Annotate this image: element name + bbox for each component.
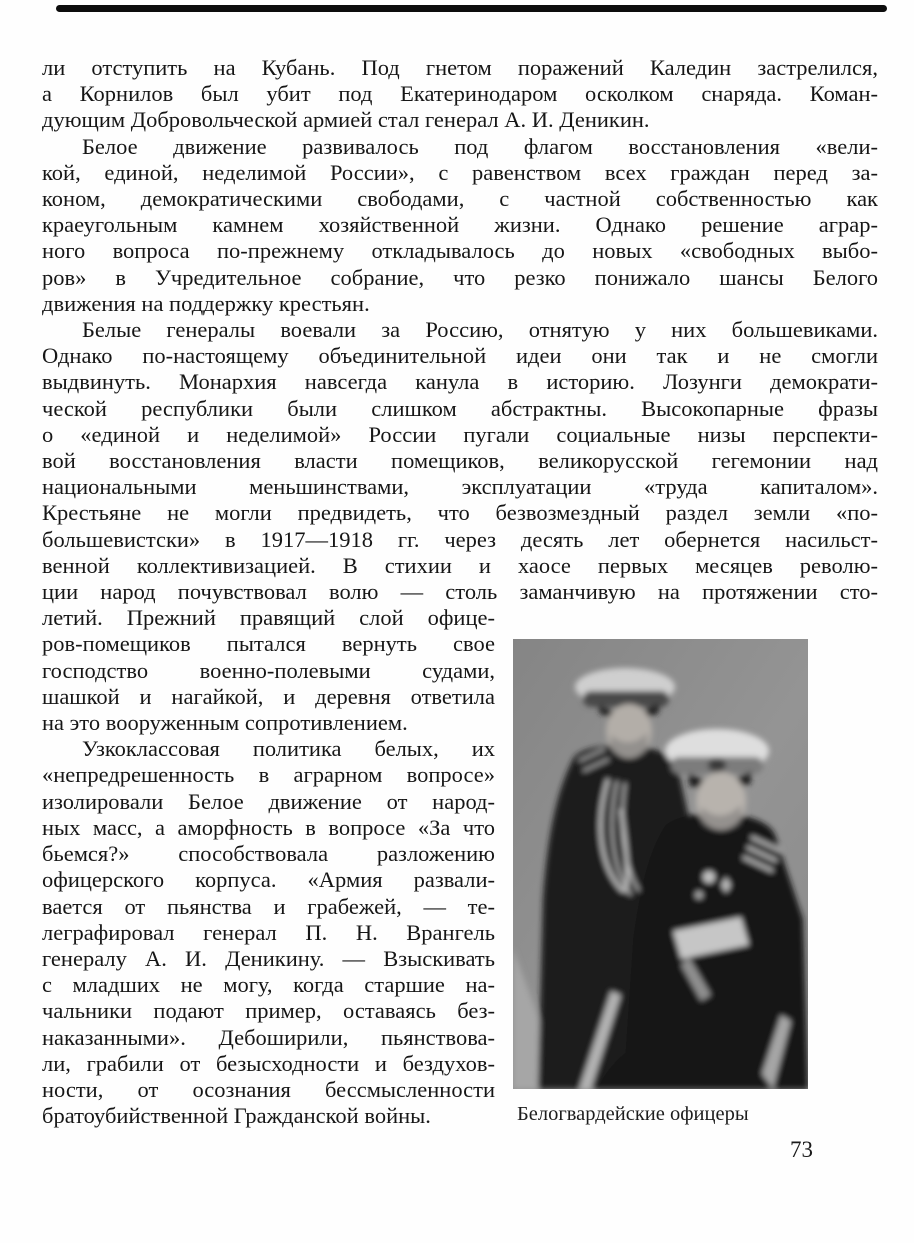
text-line: леграфировал генерал П. Н. Врангель: [42, 919, 495, 945]
text-line: ров-помещиков пытался вернуть свое: [42, 631, 495, 657]
text-line: господство военно-полевыми судами,: [42, 657, 495, 683]
text-line: выдвинуть. Монархия навсегда канула в историю. Лозунги демократи-: [42, 369, 878, 395]
text-line: Однако по-настоящему объединительной идеи они так и не смогли: [42, 343, 878, 369]
text-line: о «единой и неделимой» России пугали социальные низы перспекти-: [42, 421, 878, 447]
text-line: ного вопроса по-прежнему откладывалось до новых «свободных выбо-: [42, 238, 878, 264]
text-line: коном, демократическими свободами, с частной собственностью как: [42, 186, 878, 212]
text-line: изолировали Белое движение от народ-: [42, 788, 495, 814]
text-line: бьемся?» способствовала разложению: [42, 841, 495, 867]
photo-block: [513, 639, 808, 1126]
text-line: ли, грабили от безысходности и бездухов-: [42, 1050, 495, 1076]
text-line: краеугольным камнем хозяйственной жизни. Однако решение аграр-: [42, 212, 878, 238]
body-text: [42, 55, 878, 1129]
text-line: Узкоклассовая политика белых, их: [82, 736, 495, 762]
text-line: Белое движение развивалось под флагом восстановления «вели-: [82, 133, 878, 159]
text-line: «непредрешенность в аграрном вопросе»: [42, 762, 495, 788]
text-line: офицерского корпуса. «Армия развали-: [42, 867, 495, 893]
text-line: ров» в Учредительное собрание, что резко понижало шансы Белого: [42, 264, 878, 290]
text-line: ности, от осознания бессмысленности: [42, 1076, 495, 1102]
text-line: ческой республики были слишком абстрактны. Высокопарные фразы: [42, 395, 878, 421]
text-line: а Корнилов был убит под Екатеринодаром осколком снаряда. Коман-: [42, 81, 878, 107]
text-line: вается от пьянства и грабежей, — те-: [42, 893, 495, 919]
photo-white-guard-officers: [513, 639, 808, 1089]
text-line: шашкой и нагайкой, и деревня ответила: [42, 683, 495, 709]
text-line: венной коллективизацией. В стихии и хаосе первых месяцев револю-: [42, 552, 878, 578]
text-line: ных масс, а аморфность в вопросе «За что: [42, 814, 495, 840]
full-width-text-block: [42, 55, 878, 605]
photo-caption: Белогвардейские офицеры: [517, 1103, 749, 1126]
wrap-row: [42, 605, 878, 1129]
text-line: ции народ почувствовал волю — столь заманчивую на протяжении сто-: [42, 579, 878, 605]
text-line: движения на поддержку крестьян.: [42, 290, 370, 316]
text-line: ли отступить на Кубань. Под гнетом поражений Каледин застрелился,: [42, 55, 878, 80]
left-text-column: [42, 605, 495, 1129]
text-line: кой, единой, неделимой России», с равенством всех граждан перед за-: [42, 159, 878, 185]
text-line: генералу А. И. Деникину. — Взыскивать: [42, 945, 495, 971]
text-line: национальными меньшинствами, эксплуатации «труда капиталом».: [42, 474, 878, 500]
page-number: 73: [790, 1137, 813, 1162]
text-line: с младших не могу, когда старшие на-: [42, 972, 495, 998]
text-line: летий. Прежний правящий слой офице-: [42, 605, 495, 631]
text-line: Крестьяне не могли предвидеть, что безвозмездный раздел земли «по-: [42, 500, 878, 526]
text-line: братоубийственной Гражданской войны.: [42, 1103, 431, 1129]
scan-artifact-bar: [56, 5, 887, 12]
text-line: наказанными». Дебоширили, пьянствова-: [42, 1024, 495, 1050]
text-line: большевистски» в 1917—1918 гг. через десять лет обернется насильст-: [42, 526, 878, 552]
text-line: вой восстановления власти помещиков, великорусской гегемонии над: [42, 448, 878, 474]
text-line: дующим Добровольческой армией стал генерал А. И. Деникин.: [42, 107, 650, 133]
text-line: на это вооруженным сопротивлением.: [42, 710, 408, 736]
text-line: Белые генералы воевали за Россию, отнятую у них большевиками.: [82, 317, 878, 343]
text-line: чальники подают пример, оставаясь без-: [42, 998, 495, 1024]
